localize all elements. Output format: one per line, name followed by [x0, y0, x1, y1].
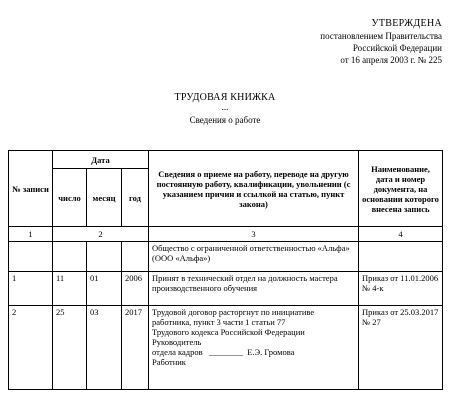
- row2-info: [149, 306, 359, 390]
- approval-line2: Российской Федерации: [352, 43, 442, 53]
- header-date: Дата: [53, 151, 149, 169]
- row1-info: Принят в технический отдел на должность мастера производственного обучения: [149, 272, 359, 306]
- row1-doc: Приказ от 11.01.2006 № 4-к: [359, 272, 443, 306]
- row0-year: [122, 242, 149, 272]
- table-row: [9, 272, 443, 306]
- row0-day: [53, 242, 87, 272]
- row2-month: 03: [87, 306, 122, 390]
- row2-info-line2: работника, пункт 3 части 1 статьи 77: [152, 317, 286, 327]
- approval-block: [320, 18, 442, 66]
- row2-info-line4: Руководитель: [152, 337, 202, 347]
- row2-day: 25: [53, 306, 87, 390]
- header-info: Сведения о приеме на работу, переводе на другую постоянную работу, квалификации, увольнении (с указанием причин и ссылкой на статью, пункт закона): [149, 151, 359, 227]
- header-day: число: [53, 169, 87, 227]
- work-record-table: [8, 150, 443, 390]
- row1-year: 2006: [122, 272, 149, 306]
- row2-no: 2: [9, 306, 53, 390]
- row0-month: [87, 242, 122, 272]
- row1-day: 11: [53, 272, 87, 306]
- header-year: год: [122, 169, 149, 227]
- book-title: ТРУДОВАЯ КНИЖКА: [174, 92, 276, 103]
- header-record-no: № записи: [9, 151, 53, 227]
- table-row: [9, 242, 443, 272]
- row0-info: Общество с ограниченной ответственностью «Альфа» (ООО «Альфа»): [149, 242, 359, 272]
- row2-doc: Приказ от 25.03.2017 № 27: [359, 306, 443, 390]
- book-subtitle: Сведения о работе: [189, 115, 261, 125]
- row2-info-line6: Работник: [152, 357, 186, 367]
- row1-no: 1: [9, 272, 53, 306]
- row0-no: [9, 242, 53, 272]
- row2-info-line3: Трудового кодекса Российской Федерации: [152, 327, 305, 337]
- header-month: месяц: [87, 169, 122, 227]
- col-number-1: 1: [9, 227, 53, 242]
- ellipsis: ...: [221, 102, 229, 112]
- table-row: [9, 306, 443, 390]
- row2-year: 2017: [122, 306, 149, 390]
- row2-info-line5: отдела кадров ________ Е.Э. Громова: [152, 347, 295, 357]
- col-number-4: 4: [359, 227, 443, 242]
- approval-line1: постановлением Правительства: [320, 31, 442, 41]
- row2-info-line1: Трудовой договор расторгнут по инициативе: [152, 307, 315, 317]
- col-number-2: 2: [53, 227, 149, 242]
- approval-line3: от 16 апреля 2003 г. № 225: [340, 55, 442, 65]
- col-number-3: 3: [149, 227, 359, 242]
- header-doc: Наименование, дата и номер документа, на основании которого внесена запись: [359, 151, 443, 227]
- row0-doc: [359, 242, 443, 272]
- row1-month: 01: [87, 272, 122, 306]
- approval-title: УТВЕРЖДЕНА: [371, 18, 442, 29]
